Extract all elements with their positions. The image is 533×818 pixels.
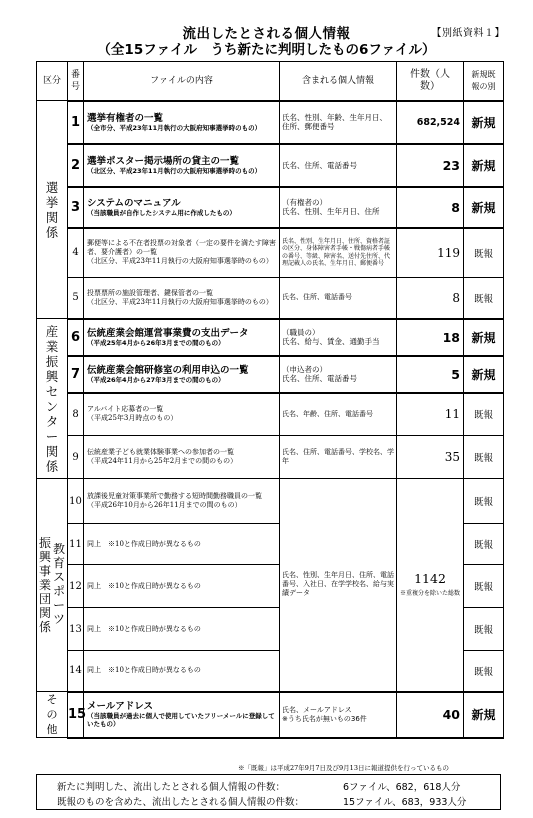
record-count: 11 <box>397 393 464 436</box>
status-badge: 新規 <box>464 319 504 356</box>
row-number: 14 <box>68 651 84 692</box>
row-number: 2 <box>68 144 84 187</box>
status-badge: 既報 <box>464 436 504 479</box>
row-number: 9 <box>68 436 84 479</box>
table-row <box>37 356 504 393</box>
category-other <box>37 692 68 738</box>
record-count: 1142 <box>414 571 446 587</box>
category-election-label: 選 挙 関 係 <box>45 179 59 240</box>
file-content: 同上 ※10と作成日時が異なるもの <box>84 524 280 565</box>
summary-new <box>57 779 461 793</box>
summary-all-label: 既報のものを含めた、流出したとされる個人情報の件数： <box>57 797 305 808</box>
personal-info: （職員の） 氏名、給与、賃金、通勤手当 <box>280 319 397 356</box>
record-count: 35 <box>397 436 464 479</box>
personal-info-table <box>36 61 504 739</box>
file-content: 投票票所の施設管理者、鍵保管者の一覧 （北区分、平成23年11月執行の大阪府知事選挙時のもの） <box>84 278 280 319</box>
row-number: 1 <box>68 101 84 144</box>
record-count-combined <box>397 479 464 692</box>
record-count: 5 <box>397 356 464 393</box>
personal-info: 氏名、年齢、住所、電話番号 <box>280 393 397 436</box>
summary-box <box>36 774 501 810</box>
file-content: 同上 ※10と作成日時が異なるもの <box>84 651 280 692</box>
personal-info: 氏名、性別、生年月日、住所、電話番号、入社日、在学学校名、給与実績データ <box>280 479 397 692</box>
row-number: 11 <box>68 524 84 565</box>
row-number: 4 <box>68 228 84 278</box>
row-number: 7 <box>68 356 84 393</box>
page-title: 流出したとされる個人情報 <box>182 26 351 42</box>
row-number: 3 <box>68 187 84 228</box>
record-count: 119 <box>397 228 464 278</box>
row-number: 8 <box>68 393 84 436</box>
file-content: 伝統産業子ども就業体験事業への参加者の一覧 （平成24年11月から25年2月までの間のもの） <box>84 436 280 479</box>
personal-info: （有権者の） 氏名、性別、生年月日、住所 <box>280 187 397 228</box>
personal-info: （申込者の） 氏名、住所、電話番号 <box>280 356 397 393</box>
table-row <box>37 436 504 479</box>
table-row <box>37 228 504 278</box>
row-number: 12 <box>68 565 84 608</box>
category-election <box>37 101 68 319</box>
category-sports-outer-label: 振 興 事 業 団 関 係 <box>38 536 51 634</box>
status-badge: 新規 <box>464 144 504 187</box>
header-file-content: ファイルの内容 <box>84 62 280 101</box>
header-personal-info: 含まれる個人情報 <box>280 62 397 101</box>
table-row <box>37 144 504 187</box>
header-count: 件数（人数） <box>397 62 464 101</box>
status-badge: 既報 <box>464 565 504 608</box>
status-badge: 既報 <box>464 524 504 565</box>
footnote: ※「既報」は平成27年9月7日及び9月13日に報道提供を行っているもの <box>238 764 449 772</box>
row-number: 6 <box>68 319 84 356</box>
page-subtitle: （全15ファイル うち新たに判明したもの6ファイル） <box>97 42 436 58</box>
record-count: 682,524 <box>397 101 464 144</box>
file-content: システムのマニュアル （当該職員が自作したシステム用に作成したもの） <box>84 187 280 228</box>
row-number: 15 <box>68 692 84 738</box>
row-number: 5 <box>68 278 84 319</box>
personal-info: 氏名、住所、電話番号、学校名、学年 <box>280 436 397 479</box>
category-industry <box>37 319 68 479</box>
status-badge: 既報 <box>464 479 504 524</box>
status-badge: 既報 <box>464 393 504 436</box>
table-row <box>37 187 504 228</box>
category-industry-label: 産 業 振 興 セ ン タ ー 関 係 <box>45 323 59 474</box>
file-content: 同上 ※10と作成日時が異なるもの <box>84 608 280 651</box>
file-content: 伝統産業会館運営事業費の支出データ （平成25年4月から26年3月までの間のもの） <box>84 319 280 356</box>
status-badge: 新規 <box>464 101 504 144</box>
count-note: ※重複分を除いた総数 <box>399 590 460 598</box>
row-number: 13 <box>68 608 84 651</box>
table-row <box>37 319 504 356</box>
status-badge: 新規 <box>464 187 504 228</box>
file-content: アルバイト応募者の一覧 （平成25年3月時点のもの） <box>84 393 280 436</box>
record-count: 23 <box>397 144 464 187</box>
table-header-row <box>37 62 504 101</box>
status-badge: 既報 <box>464 278 504 319</box>
status-badge: 新規 <box>464 356 504 393</box>
header-category: 区分 <box>37 62 68 101</box>
header-number: 番号 <box>68 62 84 101</box>
record-count: 40 <box>397 692 464 738</box>
file-content: 選挙有権者の一覧 （全市分、平成23年11月執行の大阪府知事選挙時のもの） <box>84 101 280 144</box>
status-badge: 新規 <box>464 692 504 738</box>
file-content: 同上 ※10と作成日時が異なるもの <box>84 565 280 608</box>
summary-new-label: 新たに判明した、流出したとされる個人情報の件数： <box>57 782 286 793</box>
record-count: 8 <box>397 278 464 319</box>
header-status: 新規既報の別 <box>464 62 504 101</box>
category-sports-inner-label: 教 育 ス ポ ー ツ <box>53 542 66 626</box>
status-badge: 既報 <box>464 228 504 278</box>
category-other-label: そ の 他 <box>46 693 58 736</box>
table-row <box>37 479 504 524</box>
reference-label: 【別紙資料１】 <box>431 28 505 39</box>
table-row <box>37 692 504 738</box>
file-content: 放課後児童対策事業所で勤務する短時間勤務職員の一覧 （平成26年10月から26年11月までの間のもの） <box>84 479 280 524</box>
personal-info: 氏名、性別、年齢、生年月日、住所、郵便番号 <box>280 101 397 144</box>
row-number: 10 <box>68 479 84 524</box>
table-row <box>37 101 504 144</box>
table-row <box>37 278 504 319</box>
table-row <box>37 393 504 436</box>
record-count: 8 <box>397 187 464 228</box>
file-content: メールアドレス （当該職員が過去に個人で使用していたフリーメールに登録していたもの） <box>84 692 280 738</box>
personal-info: 氏名、住所、電話番号 <box>280 144 397 187</box>
status-badge: 既報 <box>464 651 504 692</box>
record-count: 18 <box>397 319 464 356</box>
file-content: 伝統産業会館研修室の利用申込の一覧 （平成26年4月から27年3月までの間のもの） <box>84 356 280 393</box>
status-badge: 既報 <box>464 608 504 651</box>
personal-info: 氏名、性別、生年月日、住所、資格者証の区分、身体障害者手帳・戦傷病者手帳の番号、等級、障害名、送付先住所、代理記載人の氏名、生年月日、郵便番号 <box>280 228 397 278</box>
summary-new-value: 6ファイル、682，618人分 <box>343 782 461 793</box>
personal-info: 氏名、住所、電話番号 <box>280 278 397 319</box>
category-sports <box>37 479 68 692</box>
personal-info: 氏名、メールアドレス ※うち氏名が無いもの36件 <box>280 692 397 738</box>
file-content: 郵便等による不在者投票の対象者（一定の要件を満たす障害者、要介護者）の一覧 （北区分、平成23年11月執行の大阪府知事選挙時のもの） <box>84 228 280 278</box>
file-content: 選挙ポスター掲示場所の貸主の一覧 （北区分、平成23年11月執行の大阪府知事選挙時のもの） <box>84 144 280 187</box>
summary-all <box>57 794 467 808</box>
summary-all-value: 15ファイル、683，933人分 <box>343 797 467 808</box>
